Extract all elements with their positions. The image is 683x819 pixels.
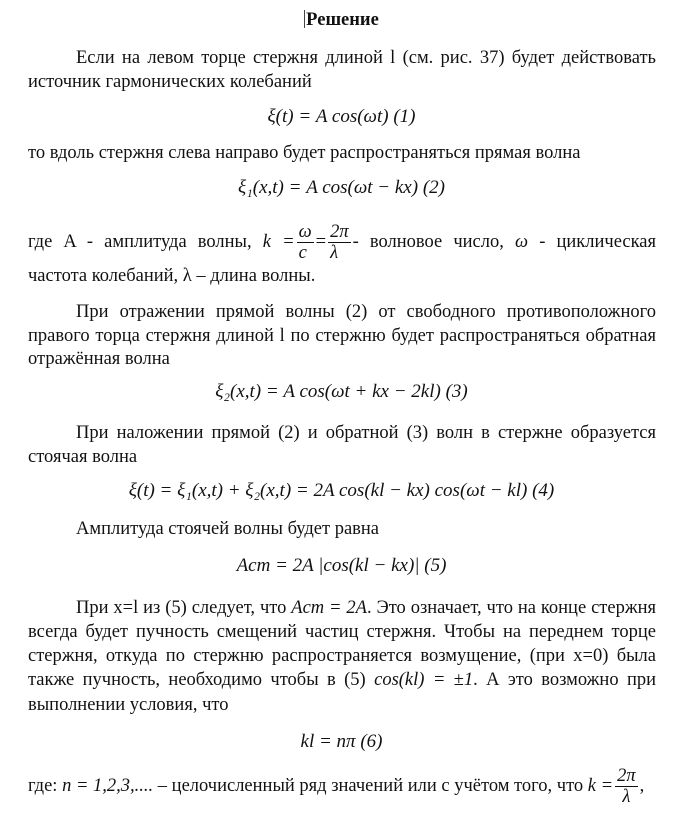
paragraph-4-line-1: При отражении прямой волны (2) от свободного противоположного (76, 302, 656, 322)
paragraph-4-line-2: правого торца стержня длиной l по стержню будет распространяться обратная (28, 326, 656, 346)
paragraph-7-line-2: всегда будет пучность смещений частиц стержня. Чтобы на переднем торце (28, 622, 656, 642)
equation-4: ξ(t) = ξ₁(x,t) + ξ₂(x,t) = 2A cos(kl − kx) cos(ωt − kl) (4) (128, 480, 555, 501)
numerator: 2π (330, 222, 349, 243)
paragraph-7-line-3: стержня, откуда по стержню распространяется возмущение, (при x=0) была (28, 646, 656, 666)
section-title (0, 10, 683, 31)
equation-2: ξ₁(x,t) = A cos(ωt − kx) (2) (238, 177, 445, 198)
math: cos(kl) = ±1 (374, 670, 474, 690)
denominator: c (298, 243, 307, 264)
text: . А это возможно при (473, 670, 656, 690)
equals: = (315, 232, 327, 252)
text: - волновое число, (352, 232, 504, 252)
paragraph-2: то вдоль стержня слева направо будет распространяться прямая волна (28, 143, 581, 163)
text: где A - амплитуда волны, (28, 232, 252, 252)
equation-3: ξ₂(x,t) = A cos(ωt + kx − 2kl) (3) (215, 381, 468, 402)
paragraph-5-line-2: стоячая волна (28, 447, 138, 467)
title-text: Решение (306, 10, 379, 30)
paragraph-3-line-2: частота колебаний, λ – длина волны. (28, 266, 316, 286)
numerator: ω (298, 222, 312, 243)
numerator: 2π (617, 766, 636, 787)
math-omega: ω (515, 232, 529, 252)
math-k: k = (587, 776, 614, 796)
fraction-2pi-lambda (328, 222, 351, 263)
math-k: k = (262, 232, 295, 252)
equation-5: Aст = 2A |cos(kl − kx)| (5) (236, 555, 447, 576)
comma: , (639, 776, 645, 796)
text: где: (28, 776, 58, 796)
equation-1: ξ(t) = A cos(ωt) (1) (267, 106, 416, 127)
paragraph-3-line-1 (28, 222, 656, 263)
paragraph-5-line-1: При наложении прямой (2) и обратной (3) волн в стержне образуется (76, 423, 656, 443)
paragraph-7-line-5: выполнении условия, что (28, 695, 229, 715)
paragraph-1-line-2: источник гармонических колебаний (28, 72, 312, 92)
paragraph-7-line-1 (76, 596, 656, 620)
paragraph-4-line-3: отражённая волна (28, 349, 170, 369)
text: - циклическая (539, 232, 657, 252)
paragraph-6: Амплитуда стоячей волны будет равна (76, 519, 380, 539)
fraction-omega-c (297, 222, 314, 263)
math: n = 1,2,3,.... (62, 776, 154, 796)
text: . Это означает, что на конце стержня (366, 598, 657, 618)
fraction-2pi-lambda (615, 766, 638, 807)
text: – целочисленный ряд значений или с учётом того, что (157, 776, 584, 796)
paragraph-8 (28, 766, 656, 807)
denominator: λ (330, 243, 339, 264)
text: При x=l из (5) следует, что (76, 598, 287, 618)
paragraph-7-line-4 (28, 668, 656, 692)
denominator: λ (622, 787, 631, 808)
math: Aст = 2A (291, 598, 367, 618)
text: также пучность, необходимо чтобы в (5) (28, 670, 366, 690)
paragraph-1-line-1: Если на левом торце стержня длиной l (см. рис. 37) будет действовать (76, 48, 656, 68)
equation-6: kl = nπ (6) (300, 731, 383, 752)
